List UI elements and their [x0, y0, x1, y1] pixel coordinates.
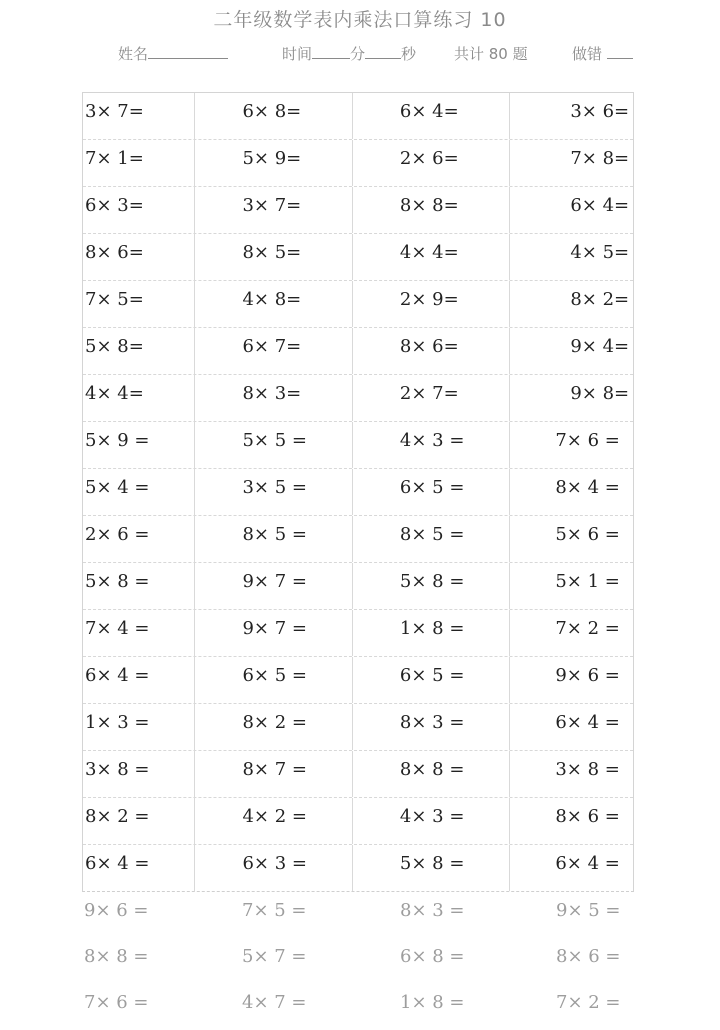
faded-problem-row: [82, 938, 634, 984]
problem-cell[interactable]: 6× 5 =: [195, 657, 352, 703]
problem-row: [83, 469, 633, 516]
problem-cell[interactable]: 3× 6=: [570, 101, 630, 122]
problem-cell[interactable]: 6× 4 =: [83, 845, 195, 891]
problem-cell[interactable]: 3× 8 =: [555, 759, 620, 780]
errors-label: 做错: [572, 45, 603, 63]
problem-cell[interactable]: 4× 5=: [570, 242, 630, 263]
problem-row: [83, 375, 633, 422]
problem-cell[interactable]: 9× 6 =: [555, 665, 620, 686]
problem-cell[interactable]: 2× 6=: [353, 140, 510, 186]
problem-cell[interactable]: 4× 4=: [353, 234, 510, 280]
faded-problem-row: [82, 984, 634, 1030]
problem-cell[interactable]: 5× 9 =: [83, 422, 195, 468]
problem-cell[interactable]: 6× 4=: [570, 195, 630, 216]
problem-cell[interactable]: 8× 3 =: [353, 704, 510, 750]
problem-cell[interactable]: 7× 5=: [83, 281, 195, 327]
problem-cell[interactable]: 3× 7=: [83, 93, 195, 139]
total-label: 共计 80 题: [454, 45, 528, 63]
problem-cell[interactable]: 5× 7 =: [242, 946, 307, 967]
problem-row: [83, 563, 633, 610]
problem-cell[interactable]: 8× 5 =: [195, 516, 352, 562]
second-label: 秒: [401, 45, 417, 63]
problem-cell[interactable]: 8× 3 =: [400, 900, 465, 921]
problem-cell[interactable]: 5× 6 =: [555, 524, 620, 545]
problem-cell[interactable]: 6× 8 =: [400, 946, 465, 967]
problem-cell[interactable]: 8× 7 =: [195, 751, 352, 797]
faded-problems: [82, 892, 634, 1030]
problem-cell[interactable]: 8× 6=: [83, 234, 195, 280]
problem-cell[interactable]: 8× 6 =: [556, 946, 621, 967]
problem-cell[interactable]: 7× 4 =: [83, 610, 195, 656]
problem-row: [83, 140, 633, 187]
time-label: 时间: [282, 45, 313, 63]
faded-problem-row: [82, 892, 634, 938]
problem-row: [83, 187, 633, 234]
worksheet-title: 二年级数学表内乘法口算练习 10: [213, 9, 507, 31]
problem-cell[interactable]: 5× 5 =: [195, 422, 352, 468]
problem-cell[interactable]: 4× 3 =: [353, 798, 510, 844]
problem-cell[interactable]: 5× 8=: [83, 328, 195, 374]
problem-cell[interactable]: 9× 6 =: [84, 900, 149, 921]
name-field[interactable]: [118, 43, 228, 64]
problem-row: [83, 798, 633, 845]
problem-sheet: [82, 92, 634, 1030]
problem-cell[interactable]: 9× 4=: [570, 336, 630, 357]
problem-cell[interactable]: 4× 2 =: [195, 798, 352, 844]
problem-cell[interactable]: 7× 2 =: [556, 992, 621, 1013]
problem-row: [83, 657, 633, 704]
problem-cell[interactable]: 2× 6 =: [83, 516, 195, 562]
problem-cell[interactable]: 6× 5 =: [353, 657, 510, 703]
problem-row: [83, 516, 633, 563]
errors-blank[interactable]: [607, 44, 633, 59]
problem-cell[interactable]: 8× 2=: [570, 289, 630, 310]
problem-cell[interactable]: 8× 8=: [353, 187, 510, 233]
problem-cell[interactable]: 4× 4=: [83, 375, 195, 421]
problem-row: [83, 610, 633, 657]
problem-cell[interactable]: 3× 8 =: [83, 751, 195, 797]
problem-cell[interactable]: 6× 5 =: [353, 469, 510, 515]
time-field[interactable]: [282, 43, 416, 64]
problem-cell[interactable]: 9× 7 =: [195, 610, 352, 656]
problem-cell[interactable]: 8× 5 =: [353, 516, 510, 562]
problem-cell[interactable]: 5× 9=: [195, 140, 352, 186]
problem-cell[interactable]: 7× 6 =: [84, 992, 149, 1013]
problem-cell[interactable]: 6× 4 =: [555, 712, 620, 733]
problem-cell[interactable]: 1× 8 =: [400, 992, 465, 1013]
problem-cell[interactable]: 6× 3 =: [195, 845, 352, 891]
problem-row: [83, 93, 633, 140]
problem-cell[interactable]: 7× 1=: [83, 140, 195, 186]
problem-cell[interactable]: 8× 2 =: [83, 798, 195, 844]
problem-row: [83, 845, 633, 891]
problem-cell[interactable]: 7× 2 =: [555, 618, 620, 639]
problem-cell[interactable]: 6× 8=: [195, 93, 352, 139]
problem-cell[interactable]: 8× 2 =: [195, 704, 352, 750]
errors-field[interactable]: [572, 43, 633, 64]
problem-cell[interactable]: 4× 7 =: [242, 992, 307, 1013]
problem-cell[interactable]: 6× 4 =: [83, 657, 195, 703]
problem-cell[interactable]: 4× 3 =: [353, 422, 510, 468]
problem-row: [83, 704, 633, 751]
problem-cell[interactable]: 6× 3=: [83, 187, 195, 233]
problem-cell[interactable]: 8× 8 =: [353, 751, 510, 797]
problem-row: [83, 234, 633, 281]
problem-cell[interactable]: 5× 8 =: [353, 845, 510, 891]
problem-cell[interactable]: 9× 7 =: [195, 563, 352, 609]
problem-cell[interactable]: 8× 5=: [195, 234, 352, 280]
problem-cell[interactable]: 5× 1 =: [555, 571, 620, 592]
minute-label: 分: [350, 45, 366, 63]
problem-cell[interactable]: 8× 6=: [353, 328, 510, 374]
problem-cell[interactable]: 8× 3=: [195, 375, 352, 421]
problem-cell[interactable]: 5× 8 =: [83, 563, 195, 609]
minutes-blank[interactable]: [312, 44, 350, 59]
problem-cell[interactable]: 1× 8 =: [353, 610, 510, 656]
problem-cell[interactable]: 7× 8=: [570, 148, 630, 169]
problem-cell[interactable]: 6× 4 =: [555, 853, 620, 874]
problem-row: [83, 328, 633, 375]
problem-cell[interactable]: 4× 8=: [195, 281, 352, 327]
name-label: 姓名: [118, 45, 149, 63]
problem-cell[interactable]: 6× 4=: [353, 93, 510, 139]
problem-cell[interactable]: 7× 6 =: [555, 430, 620, 451]
problem-cell[interactable]: 2× 7=: [353, 375, 510, 421]
problem-cell[interactable]: 8× 4 =: [555, 477, 620, 498]
problem-cell[interactable]: 5× 4 =: [83, 469, 195, 515]
problem-grid: [82, 92, 634, 892]
problem-row: [83, 281, 633, 328]
seconds-blank[interactable]: [365, 44, 401, 59]
problem-cell[interactable]: 9× 8=: [570, 383, 630, 404]
problem-cell[interactable]: 3× 7=: [195, 187, 352, 233]
name-blank[interactable]: [148, 44, 228, 59]
problem-cell[interactable]: 2× 9=: [353, 281, 510, 327]
problem-cell[interactable]: 3× 5 =: [195, 469, 352, 515]
problem-cell[interactable]: 8× 8 =: [84, 946, 149, 967]
worksheet-header: [0, 43, 720, 65]
problem-row: [83, 422, 633, 469]
problem-cell[interactable]: 9× 5 =: [556, 900, 621, 921]
problem-cell[interactable]: 1× 3 =: [83, 704, 195, 750]
problem-cell[interactable]: 5× 8 =: [353, 563, 510, 609]
problem-row: [83, 751, 633, 798]
problem-cell[interactable]: 6× 7=: [195, 328, 352, 374]
problem-cell[interactable]: 8× 6 =: [555, 806, 620, 827]
problem-cell[interactable]: 7× 5 =: [242, 900, 307, 921]
